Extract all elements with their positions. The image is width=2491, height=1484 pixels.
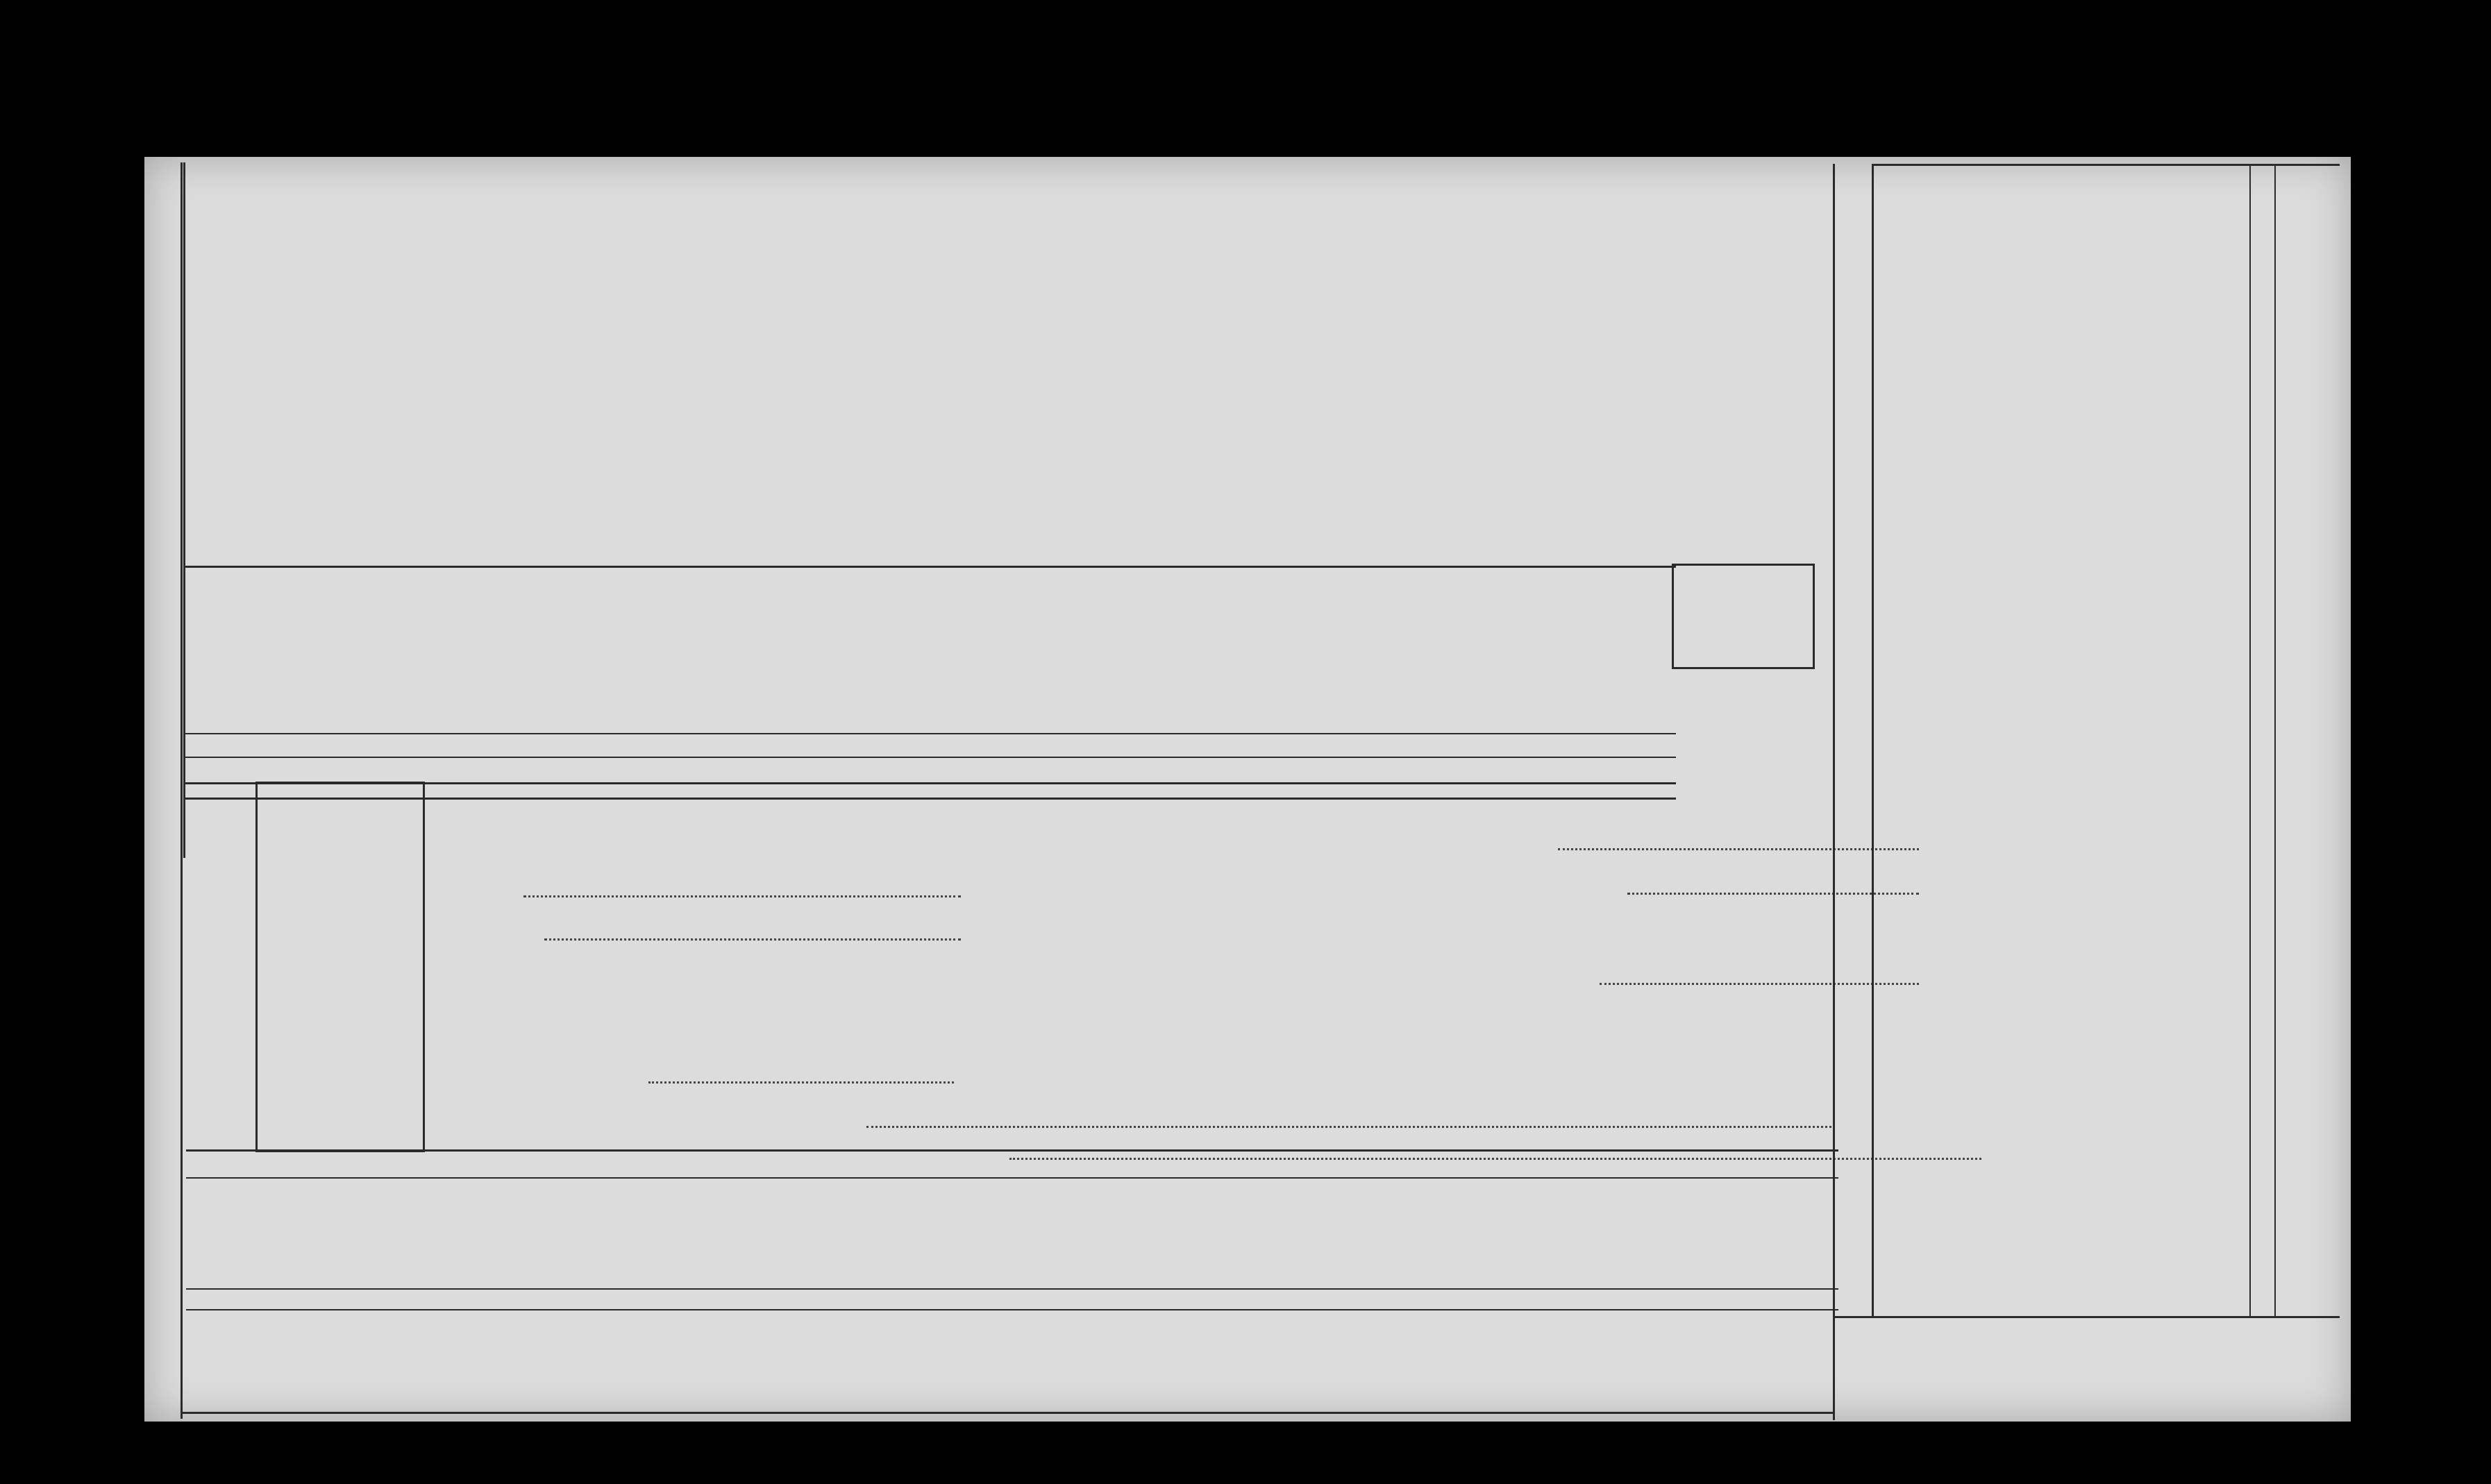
livestock-table — [186, 1149, 1838, 1323]
population-table — [183, 162, 1676, 858]
land-table — [1833, 164, 2340, 1420]
inventory-table — [255, 782, 425, 1152]
census-card — [144, 157, 2351, 1422]
address-section — [461, 791, 1988, 1152]
title-block — [1650, 162, 1833, 857]
card-number-box — [1672, 564, 1815, 669]
